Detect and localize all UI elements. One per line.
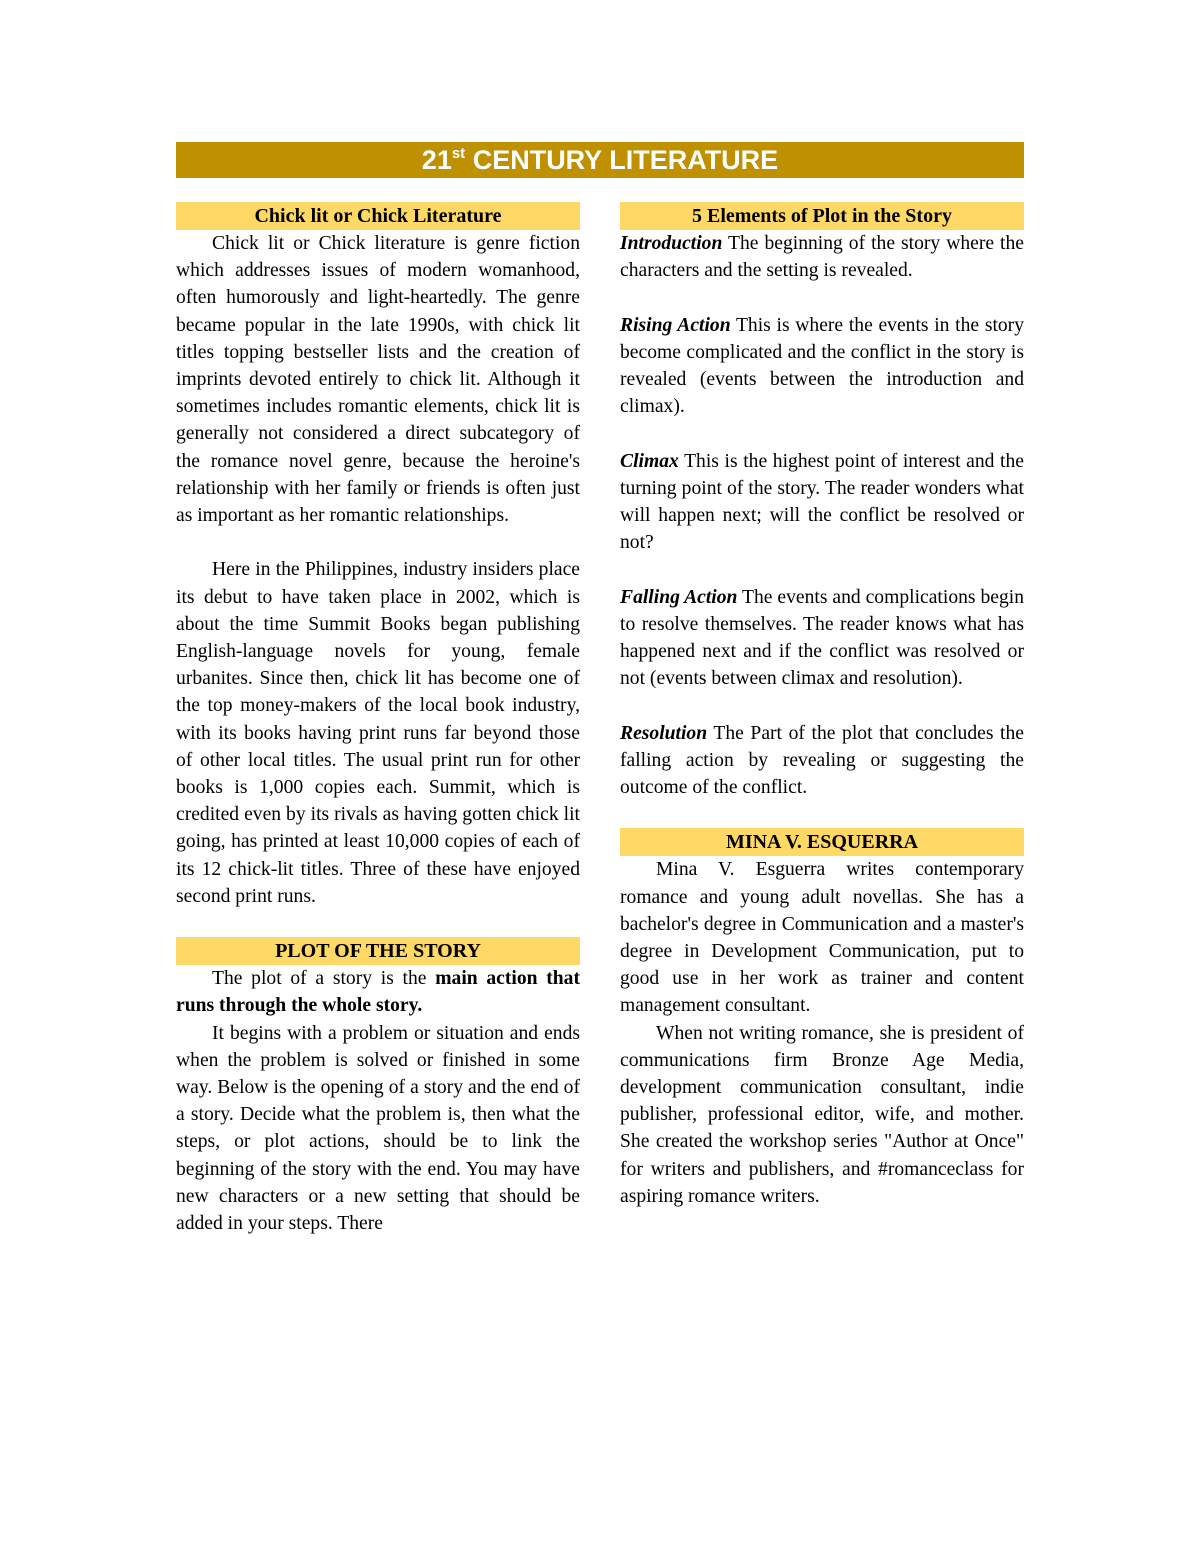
element-term: Climax	[620, 450, 679, 472]
plot-paragraph-2: It begins with a problem or situation and ends when the problem is solved or finished in some way. Below is the opening of a story and the end of a story. Decide what the problem is, then what the steps, or plot actions, should be to link the beginning of the story with the end. You may have new characters or a new setting that should be added in your steps. There	[176, 1022, 580, 1235]
element-climax	[620, 448, 1024, 557]
element-resolution	[620, 720, 1024, 802]
spacer	[620, 801, 1024, 828]
element-term: Rising Action	[620, 314, 731, 336]
author-paragraph-1: Mina V. Esguerra writes contemporary romance and young adult novellas. She has a bachelor's degree in Communication and a master's degree in Development Communication, put to good use in her work as trainer and content management consultant.	[620, 859, 1024, 1017]
element-text: The Part of the plot that concludes the falling action by revealing or suggesting the outcome of the conflict.	[620, 722, 1024, 798]
plot-p1-text: The plot of a story is the	[212, 968, 436, 990]
spacer	[176, 529, 580, 556]
element-text: The beginning of the story where the characters and the setting is revealed.	[620, 233, 1024, 282]
left-column	[176, 202, 580, 1237]
elements-heading: 5 Elements of Plot in the Story	[620, 202, 1024, 230]
author-paragraph-2: When not writing romance, she is president of communications firm Bronze Age Media, development communication consultant, indie publisher, professional editor, wife, and mother. She created the workshop series "Author at Once" for writers and publishers, and #romanceclass for aspiring romance writers.	[620, 1022, 1024, 1207]
chick-lit-heading: Chick lit or Chick Literature	[176, 202, 580, 230]
element-text: This is where the events in the story become complicated and the conflict in the story is revealed (events between the introduction and climax).	[620, 314, 1025, 418]
title-superscript: st	[451, 145, 466, 162]
element-term: Introduction	[620, 233, 723, 254]
element-introduction	[620, 230, 1024, 284]
spacer	[620, 284, 1024, 311]
plot-p1-bold: main action that runs through the whole story.	[176, 968, 581, 1017]
plot-paragraph-1	[176, 965, 580, 1019]
element-term: Falling Action	[620, 586, 738, 608]
plot-heading: PLOT OF THE STORY	[176, 937, 580, 965]
chick-lit-paragraph-1: Chick lit or Chick literature is genre fiction which addresses issues of modern womanhood, often humorously and light-heartedly. The genre became popular in the late 1990s, with chick lit titles topping bestseller lists and the creation of imprints devoted entirely to chick lit. Although it sometimes includes romantic elements, chick lit is generally not considered a direct subcategory of the romance novel genre, because the heroine's relationship with her family or friends is often just as important as her romantic relationships.	[176, 233, 580, 527]
title-number: 21	[421, 145, 452, 175]
element-term: Resolution	[620, 722, 708, 744]
right-column	[620, 202, 1024, 1210]
spacer	[620, 692, 1024, 719]
title-text: CENTURY LITERATURE	[465, 145, 779, 175]
spacer	[620, 420, 1024, 447]
chick-lit-paragraph-2: Here in the Philippines, industry insiders place its debut to have taken place in 2002, which is about the time Summit Books began publishing English-language novels for young, female urbanites. Since then, chick lit has become one of the top money-makers of the local book industry, with its books having print runs far beyond those of other local titles. The usual print run for other books is 1,000 copies each. Summit, which is credited even by its rivals as having gotten chick lit going, has printed at least 10,000 copies of each of its 12 chick-lit titles. Three of these have enjoyed second print runs.	[176, 559, 580, 907]
document-title	[176, 142, 1024, 178]
spacer	[620, 556, 1024, 583]
author-heading: MINA V. ESQUERRA	[620, 828, 1024, 856]
element-text: The events and complications begin to resolve themselves. The reader knows what has happened next and if the conflict was resolved or not (events between climax and resolution).	[620, 586, 1024, 690]
element-rising-action	[620, 312, 1024, 421]
element-text: This is the highest point of interest and the turning point of the story. The reader wonders what will happen next; will the conflict be resolved or not?	[620, 450, 1024, 554]
spacer	[176, 910, 580, 937]
element-falling-action	[620, 584, 1024, 693]
